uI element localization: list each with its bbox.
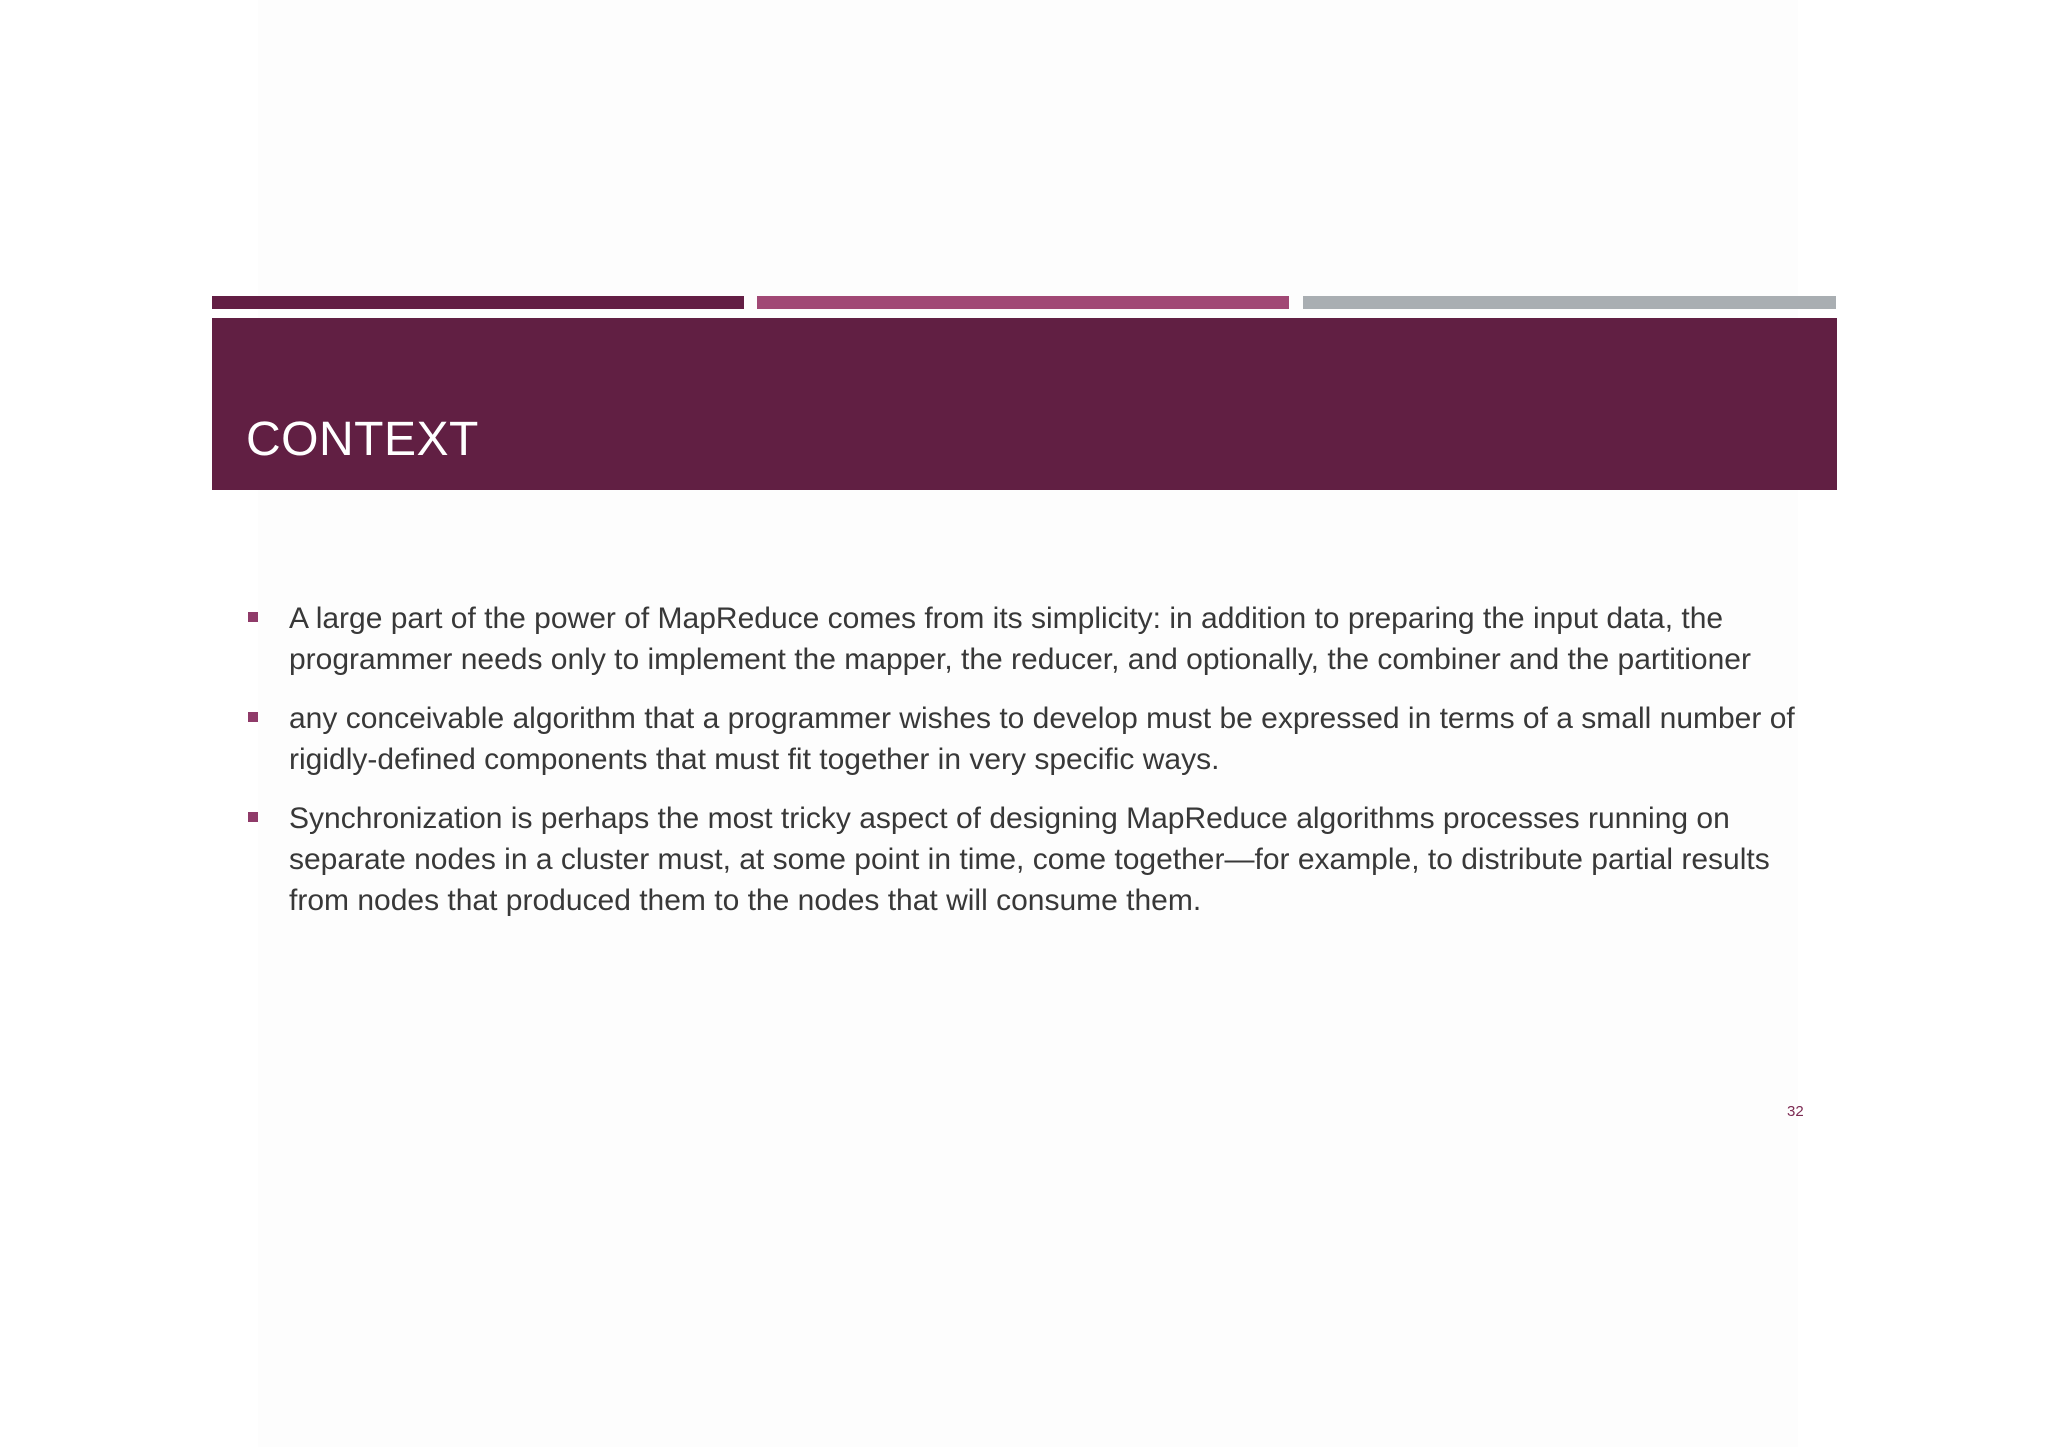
bullet-text: Synchronization is perhaps the most tricky aspect of designing MapReduce algorithms processes running on separate nodes in a cluster must, at some point in time, come together—for example, to distribute partial results from nodes that produced them to the nodes that will consume them.	[289, 802, 1770, 917]
page-number: 32	[1787, 1103, 1804, 1120]
accent-bar-gray	[1303, 296, 1836, 309]
title-banner	[212, 318, 1837, 490]
bullet-text: any conceivable algorithm that a programmer wishes to develop must be expressed in terms of a small number of rigidly-defined components that must fit together in very specific ways.	[289, 702, 1795, 776]
bullet-item	[245, 798, 1825, 921]
slide-title: CONTEXT	[246, 413, 479, 466]
square-bullet-icon	[248, 712, 258, 722]
square-bullet-icon	[248, 812, 258, 822]
accent-bar-dark	[212, 296, 744, 309]
bullet-text: A large part of the power of MapReduce comes from its simplicity: in addition to preparing the input data, the programmer needs only to implement the mapper, the reducer, and optionally, the combiner and the partitioner	[289, 602, 1751, 676]
bullet-item	[245, 598, 1825, 680]
square-bullet-icon	[248, 612, 258, 622]
accent-bar-pink	[757, 296, 1289, 309]
bullet-list	[245, 598, 1825, 939]
bullet-item	[245, 698, 1825, 780]
